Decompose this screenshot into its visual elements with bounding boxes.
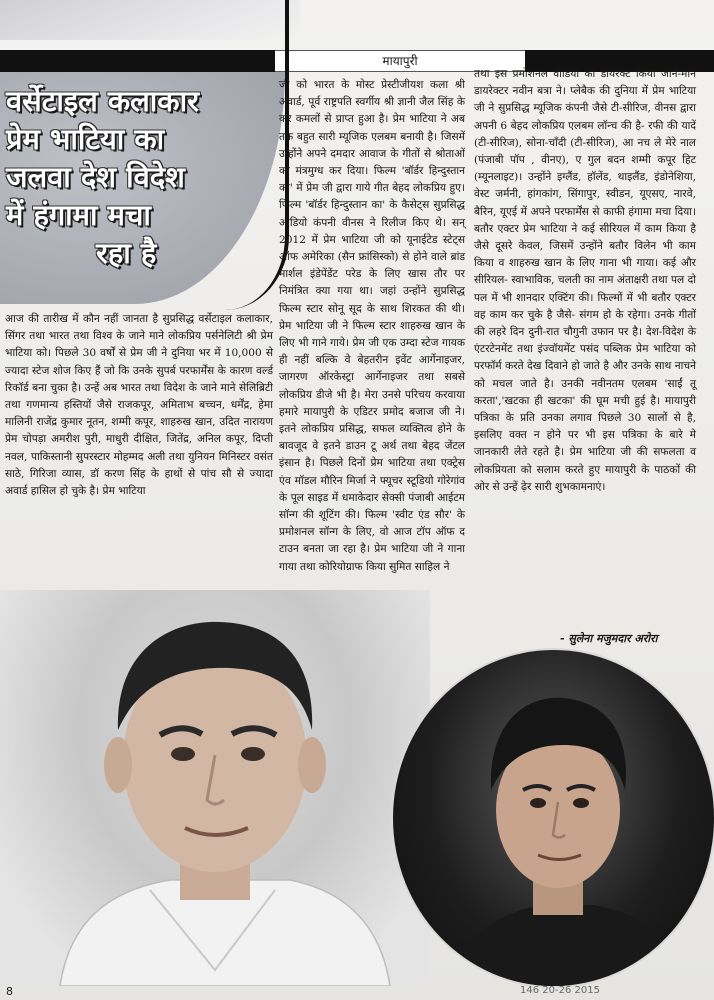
portrait-photo-right <box>393 650 714 986</box>
article-title <box>6 82 256 272</box>
title-line: में हंगामा मचा <box>6 198 151 232</box>
column-text: आज की तारीख में कौन नहीं जानता है सुप्रसिद्ध वर्सेटाइल कलाकार, सिंगर तथा भारत तथा विश्व के जाने माने लोकप्रिय पर्सनेलिटी श्री प्रेम भाटिया को। पिछले 30 वर्षों से प्रेम जी ने दुनिया भर में 10,000 से ज्यादा स्टेज शोज किए हैं जो कि उनके सुपर्ब परफार्मेंस के कारण वर्ल्ड रिकॉर्ड बना चुका है। उन्हें अब भारत तथा विदेश के जाने माने सेलिब्रिटी तथा गणमान्य हस्तियों जैसे राजकपूर, अमिताभ बच्चन, धर्मेंद्र, हेमा मालिनी राजेंद्र कुमार नूतन, शम्मी कपूर, शाहरुख खान, उदित नारायण प्रेम चोपड़ा अमरीश पुरी, माधुरी दीक्षित, जितेंद्र, अनिल कपूर, दिप्ती नवल, पाकिस्तानी सुपरस्टार मोहम्मद अली तथा युनियन मिनिस्टर वसंत साठे, गिरिजा व्यास, डॉ करण सिंह के हाथों से पांच सौ से ज्यादा अवार्ड हासिल हो चुके है। प्रेम भाटिया <box>5 313 273 498</box>
title-line: प्रेम भाटिया का <box>6 122 165 156</box>
article-column-1 <box>5 311 273 500</box>
author-byline: - सुलेना मजुमदार अरोरा <box>560 632 658 645</box>
column-text: जी को भारत के मोस्ट प्रेस्टीजीयश कला श्री अवार्ड, पूर्व राष्ट्रपति स्वर्गीय श्री ज्ञानी जैल सिंह के कर कमलों से प्राप्त हुआ है। प्रेम भाटिया ने अब तक बहुत सारी म्यूजिक एलबम बनायी है। जिसमें उन्होंने अपने दमदार आवाज के गीतों से श्रोताओं को मंत्रमुग्ध कर दिया। फिल्म 'बॉर्डर हिन्दुस्तान का' में प्रेम जी द्वारा गाये गीत बेहद लोकप्रिय हुए। फिल्म 'बॉर्डर हिन्दुस्तान का' के कैसेट्स सुप्रसिद्ध ओडियो कंपनी वीनस ने रिलीज किए थे। सन् 2012 में प्रेम भाटिया जी को यूनाईटेड स्टेट्स ऑफ अमेरिका (सैन फ्रांसिस्को) से होने वाले ब्रांड मार्शल इंडेपेंडेंट परेड के लिए खास तौर पर निमंत्रित क्या गया था। जहां उन्होंने सुप्रसिद्ध फिल्म स्टार सोनू सूद के साथ शिरकत की थी। प्रेम भाटिया जी ने फिल्म स्टार शाहरुख खान के लिए भी गाने गाये। प्रेम जी एक उम्दा स्टेज गायक ही नहीं बल्कि वे बेहतरीन इवेंट आर्गेनाइजर, जागरण ऑरकेस्ट्रा आर्गेनाइजर तथा सबसे लोकप्रिय डीजे भी है। मेरा उनसे परिचय करवाया हमारे मायापुरी के एडिटर प्रमोद बजाज जी ने। इतने लोकप्रिय प्रसिद्ध, सफल व्यक्तित्व होने के बावजूद वे इतने डाउन टू अर्थ तथा बेहद जेंटल इंसान है। पिछले दिनों प्रेम भाटिया तथा एक्ट्रेस एंव मॉडल मौरिन मिर्जा ने फ्यूचर स्टूडियो गोरेगांव के पूल साइड में धमाकेदार सेक्सी पंजाबी आईटम सॉन्ग की शूटिंग की। फिल्म 'स्वीट एंड सौर' के प्रमोशनल सॉन्ग के लिए, वो आज टॉप ऑफ द टाउन बनता जा रहा है। प्रेम भाटिया जी ने गाना गाया तथा कोरियोग्राफ किया सुमित साहिल ने <box>279 79 465 573</box>
portrait-photo-left <box>0 590 430 986</box>
page-number: 8 <box>6 985 13 998</box>
portrait-illustration-right <box>393 650 714 986</box>
title-line: रहा है <box>96 236 157 270</box>
title-line: जलवा देश विदेश <box>6 160 185 194</box>
title-line: वर्सेटाइल कलाकार <box>6 84 199 118</box>
article-column-2 <box>279 77 465 576</box>
publication-name: मायापुरी <box>275 50 525 72</box>
column-text: तथा इस प्रमोशनल वीडियो को डायरेक्ट किया जाने-माने डायरेक्टर नवीन बत्रा ने। प्लेबैक की दुनिया में प्रेम भाटिया जी ने सुप्रसिद्ध म्यूजिक कंपनी जैसे टी-सीरिज, वीनस द्वारा अपनी 6 बेहद लोकप्रिय एलबम लॉन्च की है- रफी की यादें (टी-सीरिज), सोना-चाँदी (टी-सीरिज), आ नच ले मेरे नाल (पंजाबी पॉप , वीनए), ए गुल बदन शम्मी कपूर हिट (म्यूनलाइट)। उन्होंने इग्लैंड, हॉलेंड, थाइलैंड, इंडोनेशिया, वेस्ट जर्मनी, हांगकांग, सिंगापुर, स्वीडन, यूएसए, नारवे, बैरिन, यूएई में अपने परफार्मेंस से काफी हंगामा मचा दिया। बतौर एक्टर प्रेम भाटिया ने कई सीरियल में काम किया है जैसे दूसरे केवल, जिसमें उन्होंने बतौर विलेन भी काम किया व शाहरुख खान के लिए गाना भी गाया। कई और सीरियल- स्वाभाविक, चलती का नाम अंताक्षरी तथा पल दो पल में भी शानदार एक्टिंग की। फिल्मों में भी बतौर एक्टर वह काम कर चुके है जैसे- संगम हो के रहेगा। उनके गीतों की लहरे दिन दुनी-रात चौगुनी उफान पर है। देश-विदेश के एंटरटेनमेंट तथा इंज्वॉयमेंट पसंद पब्लिक प्रेम भाटिया को परफॉर्म करते देख दिवाने हो जाते है और उनके साथ नाचने को मचल जाते है। उनकी नवीनतम एलबम 'साईं तू करता','खटका ही खटका' की घूम मची हुई है। मायापुरी पत्रिका के प्रति उनका लगाव पिछले 30 सालों से है, इसलिए वक्त न होने पर भी इस पत्रिका के बारे मे जानकारी लेते रहते है। प्रेम भाटिया जी की सफलता व लोकप्रियता को सलाम करते हुए मायापुरी के पाठकों की ओर से उन्हें ढ़ेर सारी शुभकामनाएं। <box>474 68 696 493</box>
portrait-illustration-left <box>0 590 430 986</box>
article-column-3 <box>474 66 696 496</box>
issue-info: 146 20-26 2015 <box>520 985 600 996</box>
